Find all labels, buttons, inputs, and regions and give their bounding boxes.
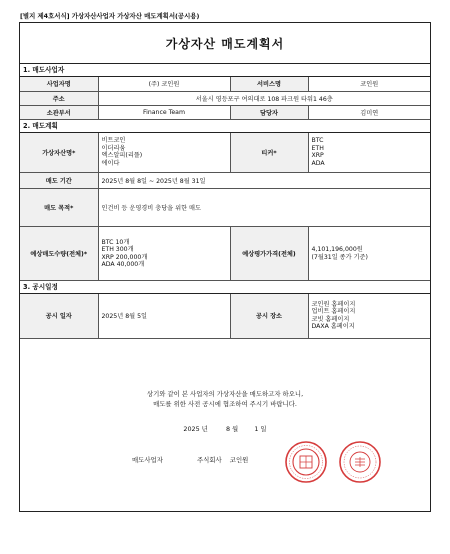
date-month: 8 월: [225, 425, 239, 433]
purpose-value: 인건비 등 운영경비 충당을 위한 매도: [98, 189, 430, 227]
disclosure-place-label: 공시 장소: [230, 294, 308, 338]
signer-label: 매도사업자: [132, 456, 163, 464]
purpose-label: 매도 목적*: [20, 189, 98, 227]
address-value: 서울시 영등포구 여의대로 108 파크원 타워1 46층: [98, 91, 430, 105]
statement-line-2: 매도를 위한 사전 공시에 협조하여 주시기 바랍니다.: [153, 400, 297, 408]
company-name-value: (주) 코인원: [98, 77, 230, 91]
seller-table: [20, 77, 430, 120]
list-item: 이더리움: [101, 144, 126, 152]
list-item: 코인원 홈페이지: [311, 300, 356, 308]
list-item: 비트코인: [101, 137, 126, 145]
list-item: XRP: [311, 152, 324, 160]
list-item: BTC 10개: [101, 238, 130, 246]
signer-block: [132, 455, 248, 464]
signer-company: 코인원: [229, 456, 249, 464]
list-item: ETH: [311, 144, 324, 152]
quantity-label: 예상매도수량(전체)*: [20, 227, 98, 281]
list-item: DAXA 홈페이지: [311, 323, 355, 331]
list-item: 엑스알피(리플): [101, 152, 143, 160]
list-item: BTC: [311, 137, 324, 145]
period-label: 매도 기간: [20, 173, 98, 189]
ticker-list: [308, 133, 430, 173]
sale-plan-table: [20, 133, 430, 282]
contact-label: 담당자: [230, 105, 308, 119]
signer-company-prefix: 주식회사: [196, 456, 222, 464]
ticker-label: 티커*: [230, 133, 308, 173]
list-item: 코빗 홈페이지: [311, 315, 350, 323]
price-label: 예상평가가격(전체): [230, 227, 308, 281]
address-label: 주소: [20, 91, 98, 105]
date-day: 1 일: [254, 425, 267, 433]
disclosure-place-list: [308, 294, 430, 338]
representative-seal-icon: [338, 440, 382, 484]
list-item: 4,101,196,000원: [311, 246, 363, 253]
company-seal-icon: [284, 440, 328, 484]
asset-name-label: 가상자산명*: [20, 133, 98, 173]
disclosure-table: [20, 294, 430, 339]
department-value: Finance Team: [98, 105, 230, 119]
service-name-label: 서비스명: [230, 77, 308, 91]
period-value: 2025년 8월 8일 ~ 2025년 8월 31일: [98, 173, 430, 189]
disclosure-date-label: 공시 일자: [20, 294, 98, 338]
form-label: [별지 제4호서식] 가상자산사업자 가상자산 매도계획서(공시용): [20, 12, 200, 20]
company-name-label: 사업자명: [20, 77, 98, 91]
date-year: 2025 년: [183, 425, 208, 433]
price-value: [308, 227, 430, 281]
document: [19, 22, 431, 512]
quantity-list: [98, 227, 230, 281]
statement-line-1: 상기와 같이 본 사업자의 가상자산을 매도하고자 하오니,: [146, 390, 304, 398]
list-item: ADA 40,000개: [101, 261, 145, 268]
signing-date: [0, 424, 450, 433]
list-item: (7월31일 종가 기준): [311, 253, 368, 261]
section-2-title: 2. 매도계획: [20, 120, 430, 133]
list-item: 에이다: [101, 159, 120, 167]
service-name-value: 코인원: [308, 77, 430, 91]
list-item: XRP 200,000개: [101, 253, 148, 261]
list-item: 업비트 홈페이지: [311, 308, 356, 316]
list-item: ADA: [311, 159, 325, 167]
asset-name-list: [98, 133, 230, 173]
section-1-title: 1. 매도사업자: [20, 64, 430, 77]
list-item: ETH 300개: [101, 246, 134, 253]
contact-value: 김미연: [308, 105, 430, 119]
disclosure-date-value: 2025년 8월 5일: [98, 294, 230, 338]
document-title: 가상자산 매도계획서: [20, 23, 430, 64]
section-3-title: 3. 공시일정: [20, 281, 430, 294]
department-label: 소관부서: [20, 105, 98, 119]
